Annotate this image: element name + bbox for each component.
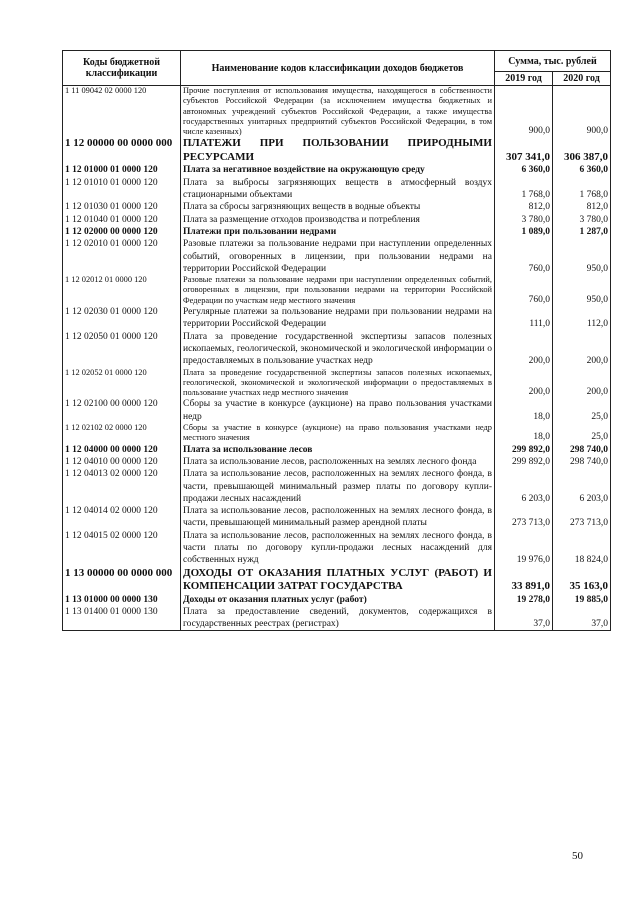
value-2020-cell: 298 740,0 bbox=[553, 444, 611, 456]
value-2020-cell: 6 360,0 bbox=[553, 164, 611, 176]
code-cell: 1 12 01000 01 0000 120 bbox=[63, 164, 181, 176]
value-2020-cell: 18 824,0 bbox=[553, 530, 611, 567]
table-row bbox=[63, 444, 611, 456]
table-row bbox=[63, 368, 611, 399]
table-row bbox=[63, 594, 611, 606]
code-cell: 1 12 02000 00 0000 120 bbox=[63, 226, 181, 238]
value-2019-cell: 200,0 bbox=[495, 331, 553, 368]
value-2020-cell: 306 387,0 bbox=[553, 137, 611, 164]
table-row bbox=[63, 468, 611, 505]
code-cell: 1 12 01040 01 0000 120 bbox=[63, 214, 181, 226]
value-2020-cell: 200,0 bbox=[553, 368, 611, 399]
table-row bbox=[63, 398, 611, 423]
value-2020-cell: 112,0 bbox=[553, 306, 611, 331]
code-cell: 1 12 02012 01 0000 120 bbox=[63, 275, 181, 306]
name-cell: Плата за предоставление сведений, документов, содержащихся в государственных реестрах (регистрах) bbox=[181, 606, 495, 631]
value-2020-cell: 900,0 bbox=[553, 86, 611, 138]
code-cell: 1 13 01000 00 0000 130 bbox=[63, 594, 181, 606]
value-2019-cell: 299 892,0 bbox=[495, 456, 553, 468]
value-2019-cell: 18,0 bbox=[495, 398, 553, 423]
value-2020-cell: 35 163,0 bbox=[553, 567, 611, 594]
code-cell: 1 12 04014 02 0000 120 bbox=[63, 505, 181, 530]
table-row bbox=[63, 226, 611, 238]
value-2019-cell: 19 278,0 bbox=[495, 594, 553, 606]
header-year-2019: 2019 год bbox=[495, 72, 553, 86]
value-2019-cell: 37,0 bbox=[495, 606, 553, 631]
name-cell: Плата за использование лесов, расположенных на землях лесного фонда, в части, превышающей минимальный размер платы по договору купли-продажи лесных насаждений bbox=[181, 468, 495, 505]
name-cell: Плата за использование лесов, расположенных на землях лесного фонда, в части платы по договору купли-продажи лесных насаждений для собственных нужд bbox=[181, 530, 495, 567]
table-row bbox=[63, 177, 611, 202]
name-cell: Плата за использование лесов, расположенных на землях лесного фонда, в части, превышающей минимальный размер арендной платы bbox=[181, 505, 495, 530]
table-row bbox=[63, 606, 611, 631]
value-2019-cell: 111,0 bbox=[495, 306, 553, 331]
value-2019-cell: 307 341,0 bbox=[495, 137, 553, 164]
value-2019-cell: 1 768,0 bbox=[495, 177, 553, 202]
table-row bbox=[63, 86, 611, 138]
table-row bbox=[63, 567, 611, 594]
code-cell: 1 12 02100 00 0000 120 bbox=[63, 398, 181, 423]
name-cell: Плата за размещение отходов производства и потребления bbox=[181, 214, 495, 226]
code-cell: 1 12 02030 01 0000 120 bbox=[63, 306, 181, 331]
value-2020-cell: 25,0 bbox=[553, 423, 611, 444]
value-2019-cell: 18,0 bbox=[495, 423, 553, 444]
value-2019-cell: 3 780,0 bbox=[495, 214, 553, 226]
code-cell: 1 11 09042 02 0000 120 bbox=[63, 86, 181, 138]
name-cell: Плата за использование лесов bbox=[181, 444, 495, 456]
value-2020-cell: 1 768,0 bbox=[553, 177, 611, 202]
value-2019-cell: 760,0 bbox=[495, 275, 553, 306]
value-2019-cell: 19 976,0 bbox=[495, 530, 553, 567]
name-cell: ДОХОДЫ ОТ ОКАЗАНИЯ ПЛАТНЫХ УСЛУГ (РАБОТ) И КОМПЕНСАЦИИ ЗАТРАТ ГОСУДАРСТВА bbox=[181, 567, 495, 594]
name-cell: Плата за проведение государственной экспертизы запасов полезных ископаемых, геологической, экономической и экологической информации о предоставляемых в пользование участках недр местного значения bbox=[181, 368, 495, 399]
name-cell: Плата за выбросы загрязняющих веществ в атмосферный воздух стационарными объектами bbox=[181, 177, 495, 202]
code-cell: 1 13 01400 01 0000 130 bbox=[63, 606, 181, 631]
header-name: Наименование кодов классификации доходов бюджетов bbox=[181, 51, 495, 86]
table-row bbox=[63, 331, 611, 368]
value-2019-cell: 33 891,0 bbox=[495, 567, 553, 594]
name-cell: Сборы за участие в конкурсе (аукционе) на право пользования участками недр bbox=[181, 398, 495, 423]
value-2019-cell: 812,0 bbox=[495, 201, 553, 213]
page-number: 50 bbox=[572, 850, 583, 862]
code-cell: 1 12 00000 00 0000 000 bbox=[63, 137, 181, 164]
code-cell: 1 12 04013 02 0000 120 bbox=[63, 468, 181, 505]
table-row bbox=[63, 306, 611, 331]
name-cell: Регулярные платежи за пользование недрами при пользовании недрами на территории Российской Федерации bbox=[181, 306, 495, 331]
value-2020-cell: 6 203,0 bbox=[553, 468, 611, 505]
table-row bbox=[63, 201, 611, 213]
value-2020-cell: 950,0 bbox=[553, 275, 611, 306]
table-row bbox=[63, 137, 611, 164]
value-2019-cell: 760,0 bbox=[495, 238, 553, 275]
header-code: Коды бюджетной классификации bbox=[63, 51, 181, 86]
budget-revenue-table bbox=[62, 50, 611, 631]
code-cell: 1 12 04000 00 0000 120 bbox=[63, 444, 181, 456]
table-row bbox=[63, 214, 611, 226]
code-cell: 1 12 04010 00 0000 120 bbox=[63, 456, 181, 468]
table-row bbox=[63, 423, 611, 444]
name-cell: Плата за негативное воздействие на окружающую среду bbox=[181, 164, 495, 176]
value-2019-cell: 200,0 bbox=[495, 368, 553, 399]
value-2020-cell: 200,0 bbox=[553, 331, 611, 368]
name-cell: Разовые платежи за пользование недрами при наступлении определенных событий, оговоренных в лицензии, при пользовании недрами на территории Российской Федерации по участкам недр местного значения bbox=[181, 275, 495, 306]
value-2020-cell: 19 885,0 bbox=[553, 594, 611, 606]
budget-table-sheet bbox=[62, 50, 610, 631]
value-2019-cell: 6 360,0 bbox=[495, 164, 553, 176]
name-cell: Плата за использование лесов, расположенных на землях лесного фонда bbox=[181, 456, 495, 468]
value-2019-cell: 6 203,0 bbox=[495, 468, 553, 505]
code-cell: 1 12 02010 01 0000 120 bbox=[63, 238, 181, 275]
value-2019-cell: 1 089,0 bbox=[495, 226, 553, 238]
name-cell: Плата за сбросы загрязняющих веществ в водные объекты bbox=[181, 201, 495, 213]
name-cell: Платежи при пользовании недрами bbox=[181, 226, 495, 238]
name-cell: Сборы за участие в конкурсе (аукционе) на право пользования участками недр местного значения bbox=[181, 423, 495, 444]
value-2020-cell: 273 713,0 bbox=[553, 505, 611, 530]
table-row bbox=[63, 530, 611, 567]
name-cell: Разовые платежи за пользование недрами при наступлении определенных событий, оговоренных в лицензии, при пользовании недрами на территории Российской Федерации bbox=[181, 238, 495, 275]
header-year-2020: 2020 год bbox=[553, 72, 611, 86]
code-cell: 1 12 02102 02 0000 120 bbox=[63, 423, 181, 444]
value-2020-cell: 3 780,0 bbox=[553, 214, 611, 226]
value-2020-cell: 37,0 bbox=[553, 606, 611, 631]
table-row bbox=[63, 238, 611, 275]
name-cell: ПЛАТЕЖИ ПРИ ПОЛЬЗОВАНИИ ПРИРОДНЫМИ РЕСУРСАМИ bbox=[181, 137, 495, 164]
value-2019-cell: 273 713,0 bbox=[495, 505, 553, 530]
value-2020-cell: 1 287,0 bbox=[553, 226, 611, 238]
code-cell: 1 12 01030 01 0000 120 bbox=[63, 201, 181, 213]
value-2020-cell: 812,0 bbox=[553, 201, 611, 213]
value-2020-cell: 298 740,0 bbox=[553, 456, 611, 468]
code-cell: 1 12 01010 01 0000 120 bbox=[63, 177, 181, 202]
code-cell: 1 13 00000 00 0000 000 bbox=[63, 567, 181, 594]
table-row bbox=[63, 505, 611, 530]
code-cell: 1 12 02050 01 0000 120 bbox=[63, 331, 181, 368]
name-cell: Доходы от оказания платных услуг (работ) bbox=[181, 594, 495, 606]
value-2020-cell: 25,0 bbox=[553, 398, 611, 423]
value-2019-cell: 900,0 bbox=[495, 86, 553, 138]
table-row bbox=[63, 164, 611, 176]
name-cell: Прочие поступления от использования имущества, находящегося в собственности субъектов Российской Федерации (за исключением имущества бюджетных и автономных учреждений субъектов Российской Федерации, а также имущества государственных унитарных предприятий субъектов Российской Федерации, в том числе казенных) bbox=[181, 86, 495, 138]
header-sum: Сумма, тыс. рублей bbox=[495, 51, 611, 72]
value-2020-cell: 950,0 bbox=[553, 238, 611, 275]
code-cell: 1 12 04015 02 0000 120 bbox=[63, 530, 181, 567]
table-row bbox=[63, 456, 611, 468]
code-cell: 1 12 02052 01 0000 120 bbox=[63, 368, 181, 399]
name-cell: Плата за проведение государственной экспертизы запасов полезных ископаемых, геологической, экономической и экологической информации о предоставляемых в пользование участках недр bbox=[181, 331, 495, 368]
value-2019-cell: 299 892,0 bbox=[495, 444, 553, 456]
table-row bbox=[63, 275, 611, 306]
